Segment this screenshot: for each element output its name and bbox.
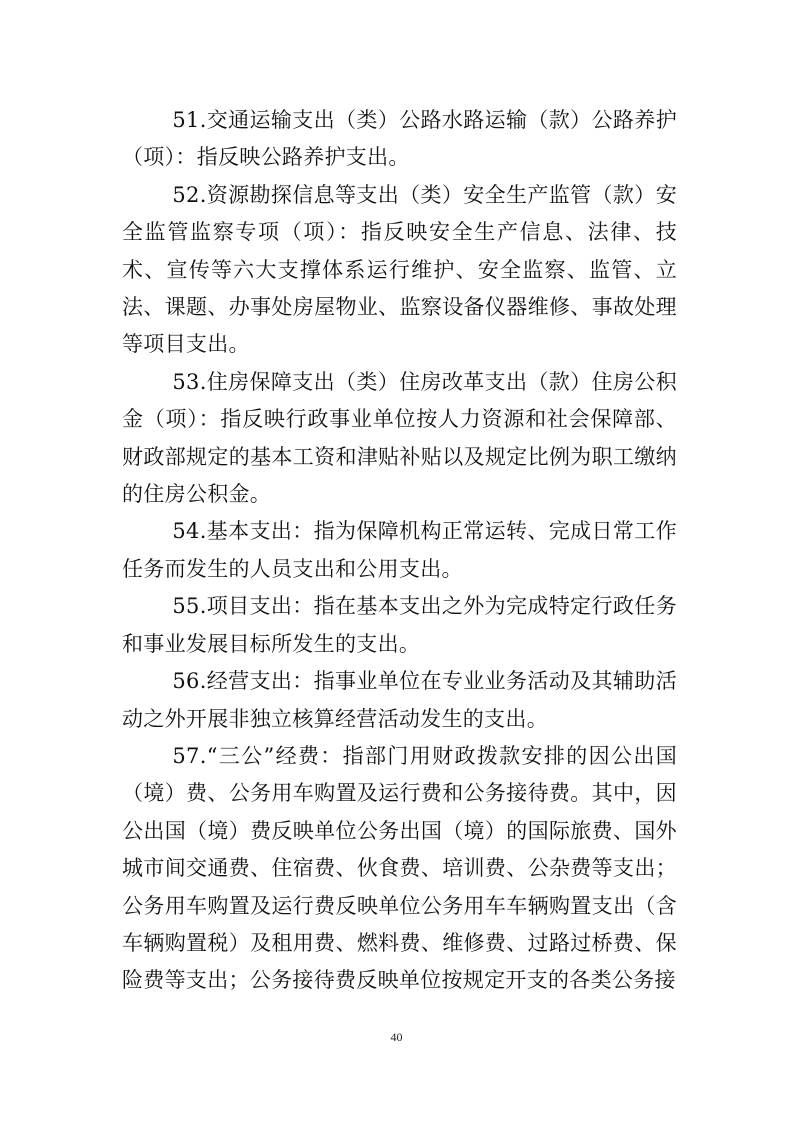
paragraph-53: 53.住房保障支出（类）住房改革支出（款）住房公积金（项）：指反映行政事业单位按人力资源和社会保障部、财政部规定的基本工资和津贴补贴以及规定比例为职工缴纳的住房公积金。: [122, 369, 677, 507]
paragraph-55: 55.项目支出：指在基本支出之外为完成特定行政任务和事业发展目标所发生的支出。: [122, 594, 677, 656]
paragraph-52: 52.资源勘探信息等支出（类）安全生产监管（款）安全监管监察专项（项）：指反映安全生产信息、法律、技术、宣传等六大支撑体系运行维护、安全监察、监管、立法、课题、办事处房屋物业、监察设备仪器维修、事故处理等项目支出。: [122, 182, 677, 357]
paragraph-51: 51.交通运输支出（类）公路水路运输（款）公路养护（项）：指反映公路养护支出。: [122, 108, 677, 170]
paragraph-57: 57.“三公”经费：指部门用财政拨款安排的因公出国（境）费、公务用车购置及运行费和公务接待费。其中，因公出国（境）费反映单位公务出国（境）的国际旅费、国外城市间交通费、住宿费、伙食费、培训费、公杂费等支出；公务用车购置及运行费反映单位公务用车车辆购置支出（含车辆购置税）及租用费、燃料费、维修费、过路过桥费、保险费等支出；公务接待费反映单位按规定开支的各类公务接: [122, 743, 677, 993]
document-body: [122, 102, 677, 1000]
paragraph-56: 56.经营支出：指事业单位在专业业务活动及其辅助活动之外开展非独立核算经营活动发生的支出。: [122, 669, 677, 731]
page-number: 40: [390, 1030, 403, 1044]
paragraph-54: 54.基本支出：指为保障机构正常运转、完成日常工作任务而发生的人员支出和公用支出。: [122, 519, 677, 581]
